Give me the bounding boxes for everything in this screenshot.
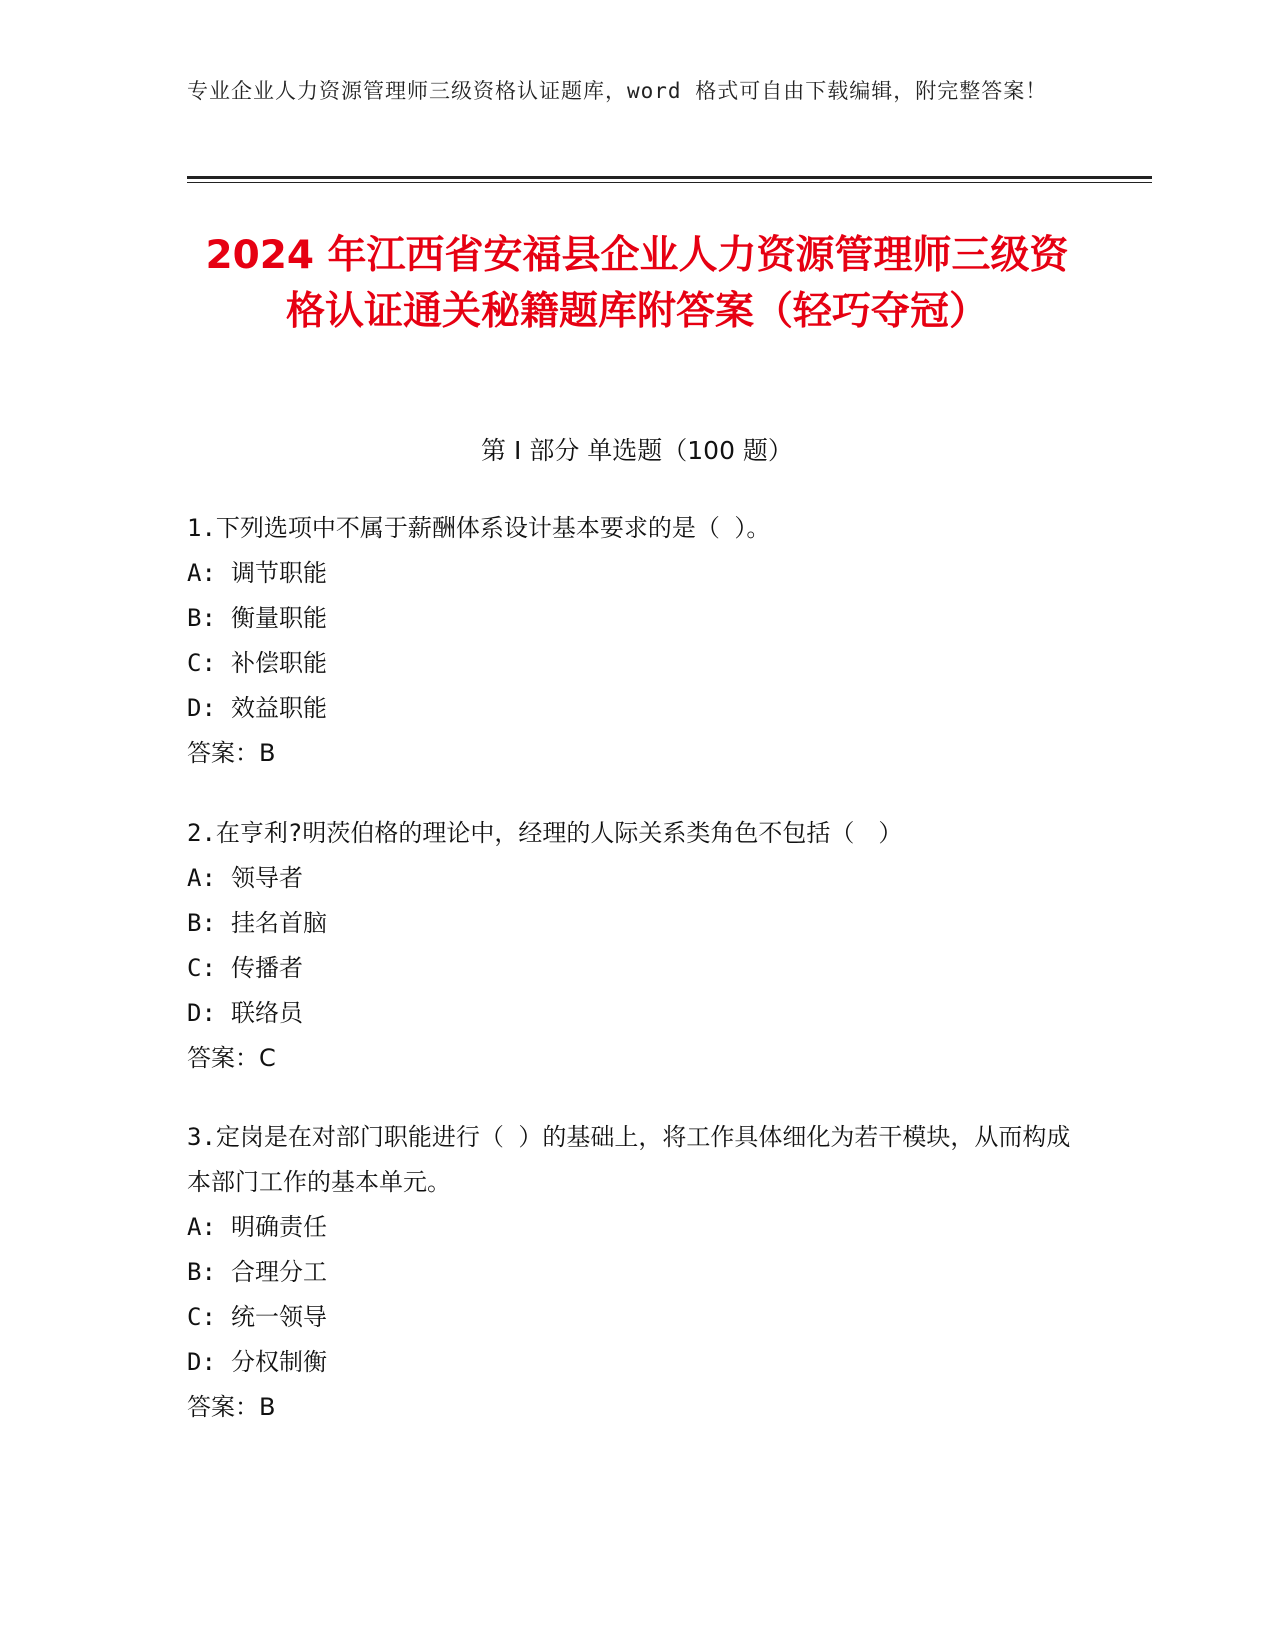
question-text: 3.定岗是在对部门职能进行（ ）的基础上，将工作具体细化为若干模块，从而构成本部门工作的基本单元。 <box>187 1123 1071 1196</box>
option-text: 效益职能 <box>231 694 327 722</box>
option-text: 补偿职能 <box>231 649 327 677</box>
option-b <box>187 901 1087 946</box>
option-text: 挂名首脑 <box>231 909 327 937</box>
option-letter: B: <box>187 909 216 937</box>
option-letter: D: <box>187 1348 216 1376</box>
option-letter: A: <box>187 1213 216 1241</box>
question-2 <box>187 811 1087 1081</box>
option-letter: D: <box>187 694 216 722</box>
option-letter: A: <box>187 559 216 587</box>
option-c <box>187 641 1087 686</box>
option-text: 衡量职能 <box>231 604 327 632</box>
answer-line: 答案：B <box>187 1393 276 1421</box>
option-letter: C: <box>187 1303 216 1331</box>
option-letter: B: <box>187 1258 216 1286</box>
option-text: 明确责任 <box>231 1213 327 1241</box>
option-a <box>187 551 1087 596</box>
option-text: 传播者 <box>231 954 303 982</box>
option-letter: C: <box>187 649 216 677</box>
header-note: 专业企业人力资源管理师三级资格认证题库，word 格式可自由下载编辑，附完整答案！ <box>187 79 1048 103</box>
option-c <box>187 946 1087 991</box>
option-letter: D: <box>187 999 216 1027</box>
option-letter: C: <box>187 954 216 982</box>
option-d <box>187 1340 1087 1385</box>
question-text: 2.在亨利?明茨伯格的理论中，经理的人际关系类角色不包括（ ） <box>187 819 903 847</box>
question-3 <box>187 1115 1087 1430</box>
document-title: 2024 年江西省安福县企业人力资源管理师三级资格认证通关秘籍题库附答案（轻巧夺冠） <box>205 233 1069 334</box>
option-letter: B: <box>187 604 216 632</box>
option-letter: A: <box>187 864 216 892</box>
option-b <box>187 1250 1087 1295</box>
option-d <box>187 686 1087 731</box>
option-text: 分权制衡 <box>231 1348 327 1376</box>
header-divider-thin <box>187 182 1152 183</box>
question-text: 1.下列选项中不属于薪酬体系设计基本要求的是（ ）。 <box>187 514 771 542</box>
option-a <box>187 1205 1087 1250</box>
header-divider-thick <box>187 176 1152 179</box>
option-text: 统一领导 <box>231 1303 327 1331</box>
option-text: 合理分工 <box>231 1258 327 1286</box>
section-heading: 第 I 部分 单选题（100 题） <box>481 436 793 465</box>
answer-line: 答案：C <box>187 1044 276 1072</box>
option-c <box>187 1295 1087 1340</box>
option-text: 领导者 <box>231 864 303 892</box>
option-a <box>187 856 1087 901</box>
option-text: 联络员 <box>231 999 303 1027</box>
option-text: 调节职能 <box>231 559 327 587</box>
option-b <box>187 596 1087 641</box>
question-1 <box>187 506 1087 776</box>
option-d <box>187 991 1087 1036</box>
answer-line: 答案：B <box>187 739 276 767</box>
